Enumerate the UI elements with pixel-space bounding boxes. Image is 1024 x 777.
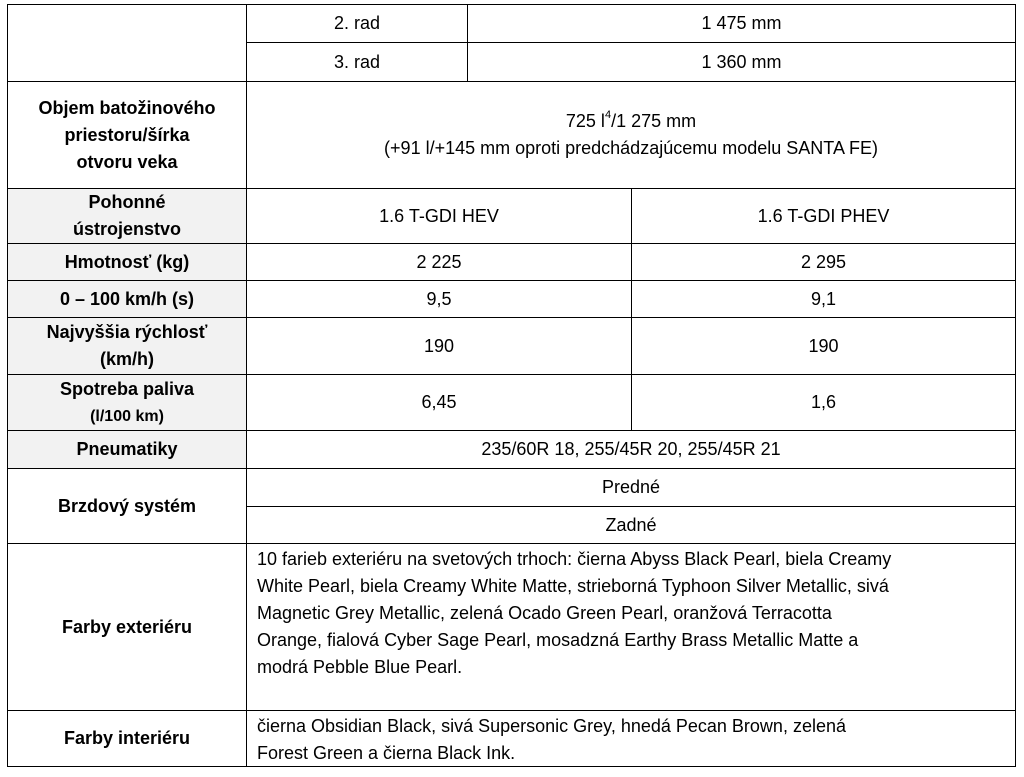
trunk-header-line-3: otvoru veka <box>76 151 178 172</box>
weight-hev: 2 225 <box>246 243 632 281</box>
interior-colors-value <box>246 710 1016 767</box>
tyres-header: Pneumatiky <box>7 430 247 469</box>
exterior-colors-line: 10 farieb exteriéru na svetových trhoch: čierna Abyss Black Pearl, biela Creamy <box>257 549 892 569</box>
brakes-rear: Zadné <box>246 506 1016 544</box>
trunk-note: (+91 l/+145 mm oproti predchádzajúcemu modelu SANTA FE) <box>384 138 878 158</box>
powertrain-header <box>7 188 247 244</box>
brakes-front: Predné <box>246 468 1016 507</box>
brakes-header: Brzdový systém <box>7 468 247 544</box>
top-speed-header <box>7 317 247 375</box>
weight-header: Hmotnosť (kg) <box>7 243 247 281</box>
consumption-hev: 6,45 <box>246 374 632 431</box>
seat-row-3-value: 1 360 mm <box>467 42 1016 82</box>
footnote-marker: 4 <box>604 109 612 121</box>
exterior-colors-value <box>246 543 1016 711</box>
seat-row-3-label: 3. rad <box>246 42 468 82</box>
top-speed-hev: 190 <box>246 317 632 375</box>
consumption-header-line-2: (l/100 km) <box>90 407 164 425</box>
top-speed-phev: 190 <box>631 317 1016 375</box>
tyres-value: 235/60R 18, 255/45R 20, 255/45R 21 <box>246 430 1016 469</box>
exterior-colors-line: modrá Pebble Blue Pearl. <box>257 657 463 677</box>
seat-row-2-label: 2. rad <box>246 4 468 43</box>
consumption-header-line-1: Spotreba paliva <box>59 378 195 399</box>
powertrain-header-line-2: ústrojenstvo <box>72 219 182 239</box>
exterior-colors-header: Farby exteriéru <box>7 543 247 711</box>
powertrain-hev: 1.6 T-GDI HEV <box>246 188 632 244</box>
trunk-volume: 725 $l^4/1$ 275 mm <box>565 109 697 131</box>
seat-row-2-value: 1 475 mm <box>467 4 1016 43</box>
consumption-phev: 1,6 <box>631 374 1016 431</box>
acceleration-phev: 9,1 <box>631 280 1016 318</box>
spec-table <box>7 4 1016 767</box>
exterior-colors-line: White Pearl, biela Creamy White Matte, strieborná Typhoon Silver Metallic, sivá <box>257 576 889 596</box>
acceleration-hev: 9,5 <box>246 280 632 318</box>
exterior-colors-line: Orange, fialová Cyber Sage Pearl, mosadzná Earthy Brass Metallic Matte a <box>257 630 859 650</box>
interior-colors-line: čierna Obsidian Black, sivá Supersonic Grey, hnedá Pecan Brown, zelená <box>257 716 846 736</box>
top-speed-header-line-2: (km/h) <box>100 349 154 369</box>
seat-rows-header <box>7 4 247 82</box>
trunk-header <box>7 81 247 189</box>
acceleration-header: 0 – 100 km/h (s) <box>7 280 247 318</box>
top-speed-header-line-1: Najvyššia rýchlosť <box>46 322 208 342</box>
interior-colors-header: Farby interiéru <box>7 710 247 767</box>
powertrain-phev: 1.6 T-GDI PHEV <box>631 188 1016 244</box>
trunk-header-line-1: Objem batožinového <box>38 97 216 118</box>
trunk-value <box>246 81 1016 189</box>
weight-phev: 2 295 <box>631 243 1016 281</box>
powertrain-header-line-1: Pohonné <box>88 192 166 212</box>
exterior-colors-line: Magnetic Grey Metallic, zelená Ocado Green Pearl, oranžová Terracotta <box>257 603 832 623</box>
interior-colors-line: Forest Green a čierna Black Ink. <box>257 743 516 763</box>
trunk-header-line-2: priestoru/šírka <box>64 124 190 145</box>
consumption-header <box>7 374 247 431</box>
